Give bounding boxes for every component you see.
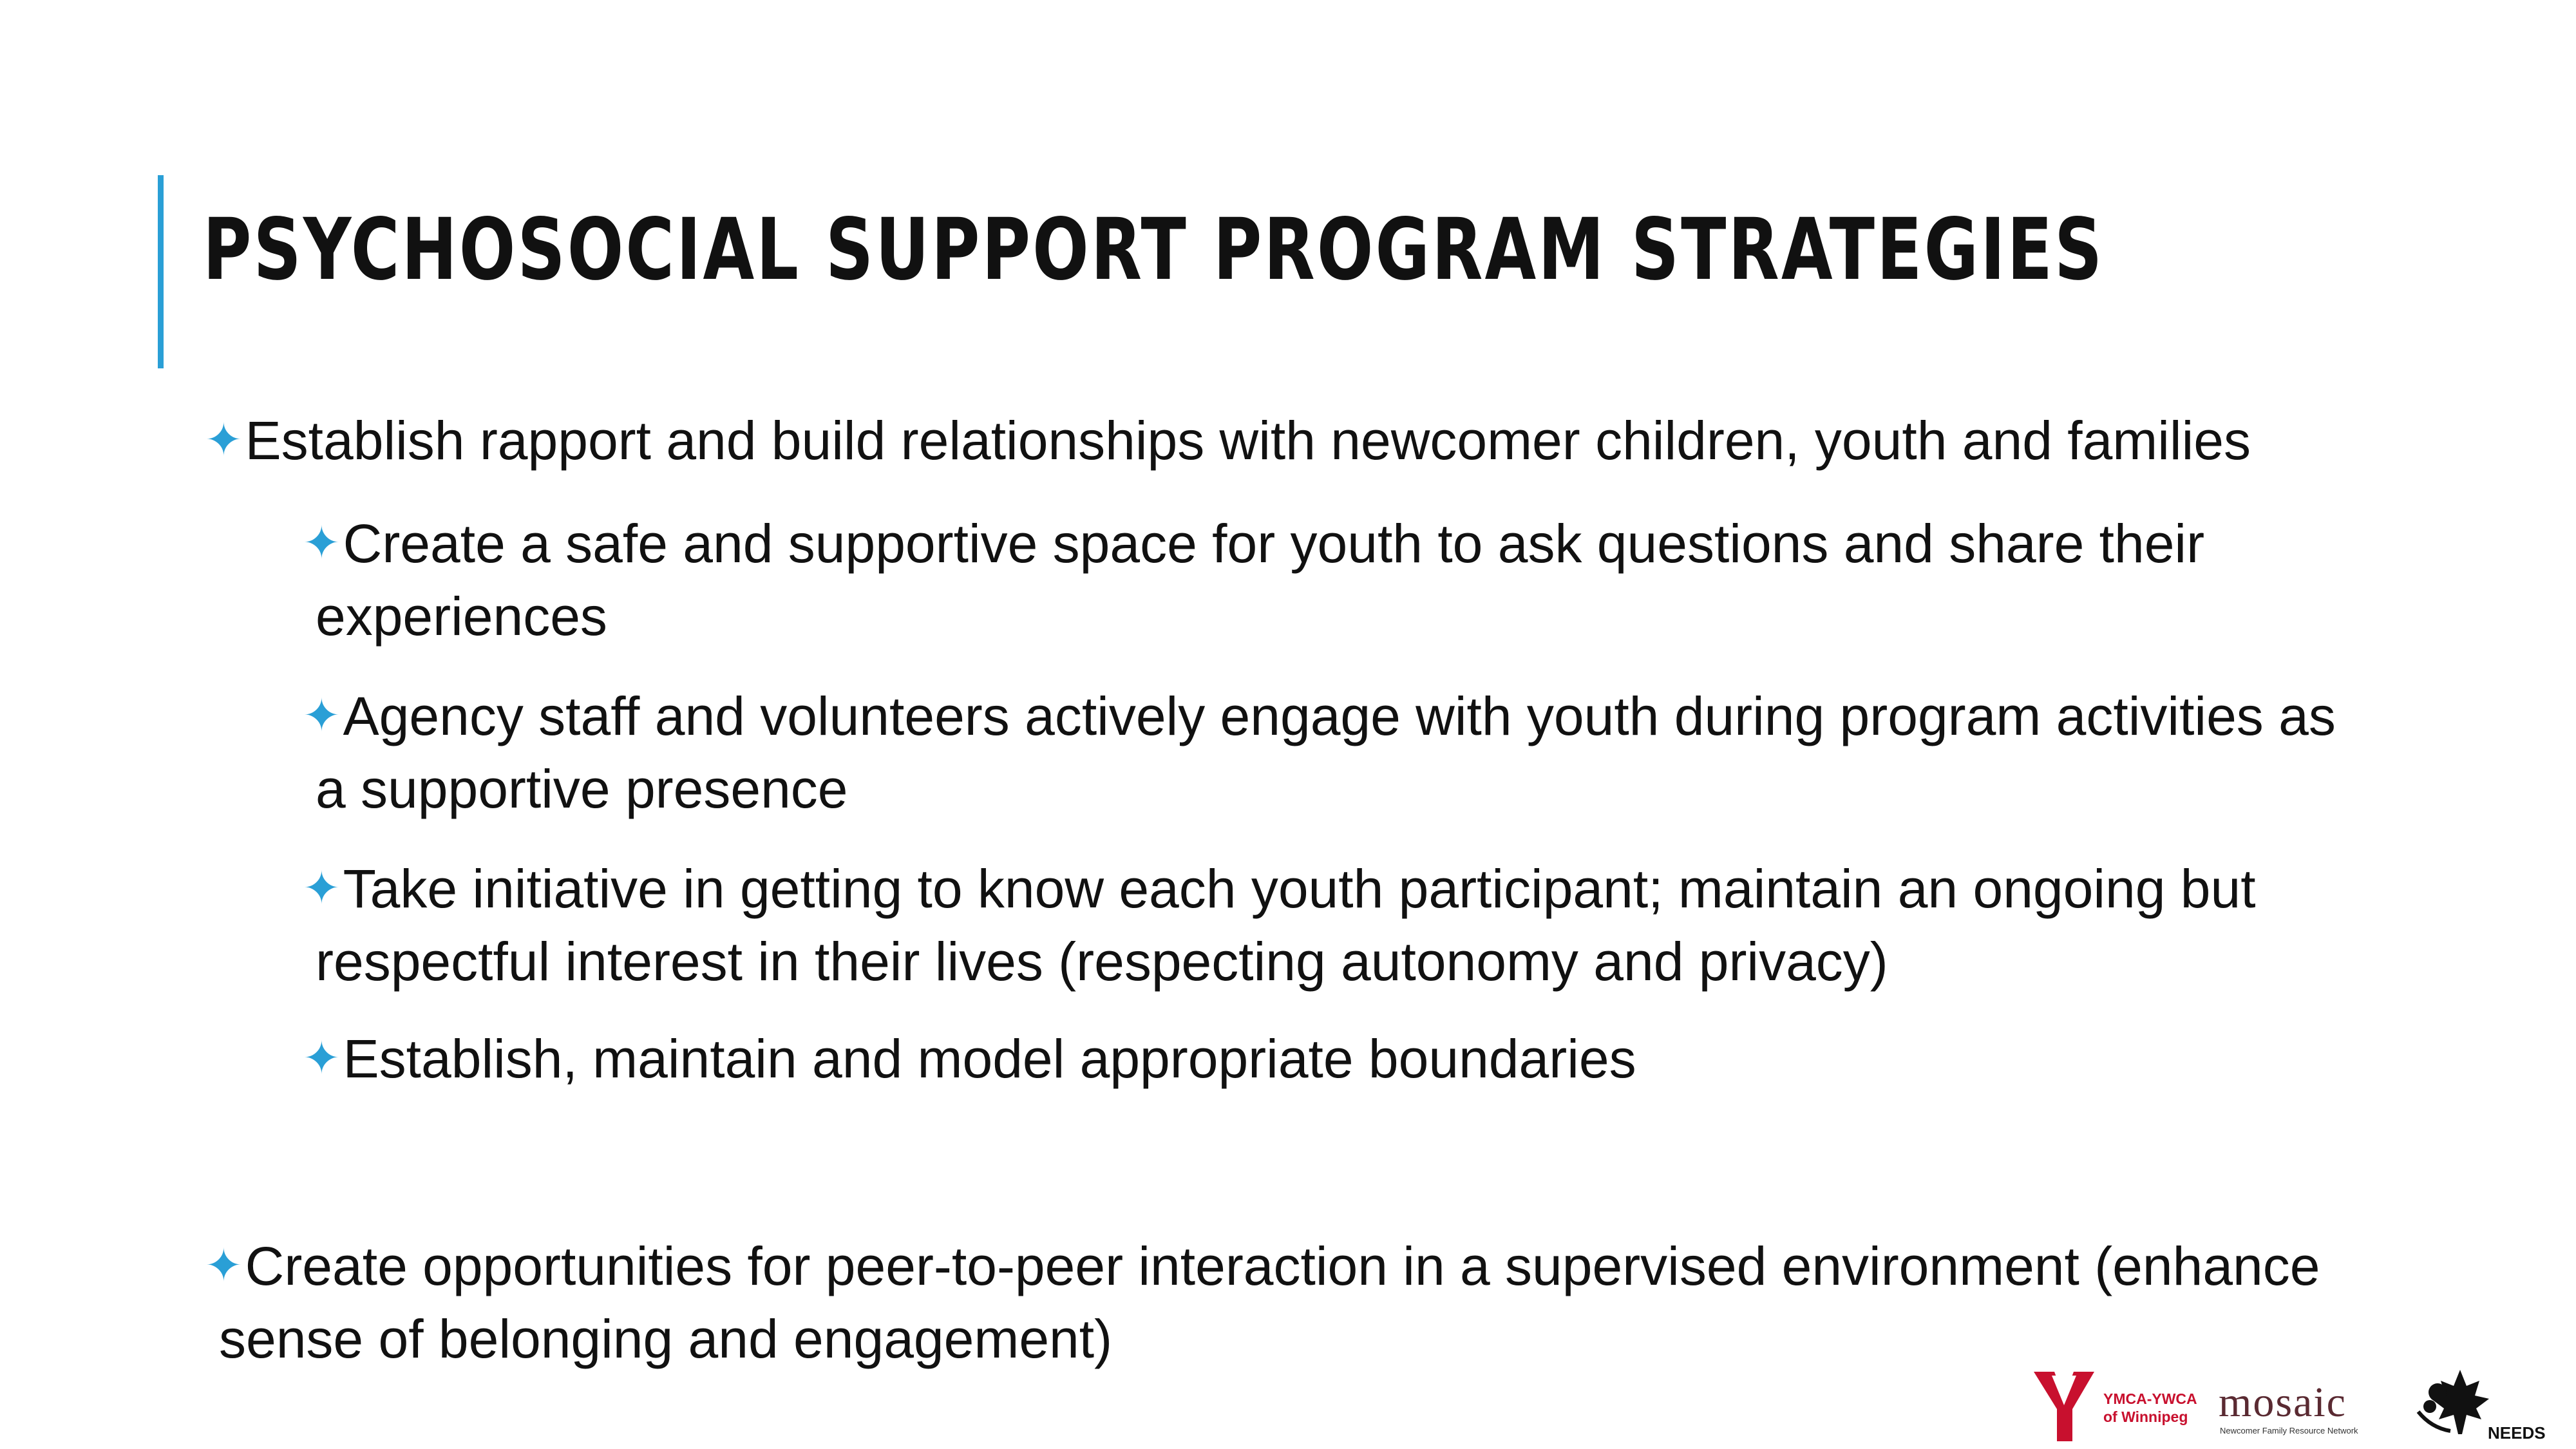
mosaic-logo-wordmark: mosaic [2219,1379,2347,1426]
star-bullet-icon: ✦ [303,690,341,741]
bullet-text: Establish rapport and build relationships with newcomer children, youth and families [245,410,2251,471]
ymca-logo-text [2103,1390,2197,1426]
needs-logo-text: NEEDS [2488,1423,2546,1443]
mosaic-logo [2219,1378,2386,1443]
bullet-text: Establish, maintain and model appropriate boundaries [343,1028,1636,1089]
partner-logos [2022,1359,2576,1449]
bullet-text: Take initiative in getting to know each youth participant; maintain an ongoing but [343,858,2256,919]
needs-logo [2412,1367,2560,1447]
ymca-logo [2034,1372,2197,1443]
bullet-text-continuation: a supportive presence [316,759,848,819]
bullet-text-continuation: sense of belonging and engagement) [219,1309,1113,1369]
bullet-text: Create a safe and supportive space for youth to ask questions and share their [343,513,2205,574]
star-bullet-icon: ✦ [205,1240,243,1291]
star-bullet-icon: ✦ [205,415,243,465]
bullet-item [303,1024,2544,1097]
bullet-text-continuation: respectful interest in their lives (respecting autonomy and privacy) [316,931,1888,992]
bullet-text-continuation: experiences [316,586,607,647]
slide-title: PSYCHOSOCIAL SUPPORT PROGRAM STRATEGIES [203,200,2105,299]
bullet-item [303,681,2544,824]
bullet-item [303,854,2544,996]
ymca-logo-line2: of Winnipeg [2103,1408,2188,1425]
bullet-item [303,509,2544,651]
bullet-text: Create opportunities for peer-to-peer interaction in a supervised environment (enhance [245,1236,2320,1296]
bullet-item [205,1231,2523,1374]
star-bullet-icon: ✦ [303,518,341,568]
star-bullet-icon: ✦ [303,863,341,913]
bullet-item [205,406,2523,478]
mosaic-logo-tagline: Newcomer Family Resource Network [2220,1426,2358,1435]
ymca-logo-line1: YMCA-YWCA [2103,1390,2197,1407]
bullet-text: Agency staff and volunteers actively engage with youth during program activities as [343,686,2336,746]
star-bullet-icon: ✦ [303,1033,341,1083]
ymca-y-icon [2034,1372,2095,1443]
